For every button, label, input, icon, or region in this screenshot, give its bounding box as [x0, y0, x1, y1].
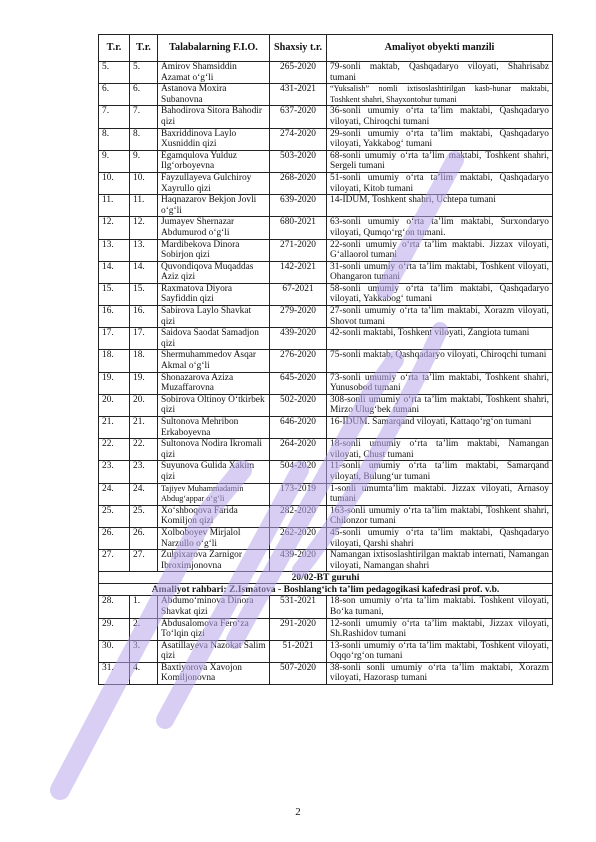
practice-address: 22-sonli umumiy o‘rta ta’lim maktabi. Jizzax viloyati, G‘allaorol tumani	[327, 239, 553, 261]
table-row	[99, 417, 553, 439]
practice-address: 58-sonli umumiy o‘rta ta’lim maktabi, Qashqadaryo viloyati, Yakkabog‘ tumani	[327, 283, 553, 305]
personal-id: 276-2020	[270, 350, 327, 372]
student-name: Haqnazarov Bekjon Jovli o‘g‘li	[158, 195, 270, 217]
personal-id: 431-2021	[270, 84, 327, 106]
practice-address: 73-sonli umumiy o‘rta ta’lim maktabi, Toshkent shahri, Yunusobod tumani	[327, 372, 553, 394]
row-number: 8.	[99, 128, 130, 150]
group-number: 10.	[130, 172, 158, 194]
table-row	[99, 62, 553, 84]
row-number: 15.	[99, 283, 130, 305]
personal-id: 503-2020	[270, 150, 327, 172]
table-row	[99, 239, 553, 261]
group-number: 22.	[130, 439, 158, 461]
practice-address: 1-sonli umumta’lim maktabi. Jizzax viloyati, Arnasoy tumani	[327, 483, 553, 505]
student-name: Jumayev Shernazar Abdumurod o‘g‘li	[158, 217, 270, 239]
personal-id: 504-2020	[270, 461, 327, 483]
group-number: 9.	[130, 150, 158, 172]
student-name: Shermuhammedov Asqar Akmal o‘g‘li	[158, 350, 270, 372]
row-number: 5.	[99, 62, 130, 84]
row-number: 28.	[99, 596, 130, 618]
student-name: Sultonova Mehribon Erkaboyevna	[158, 417, 270, 439]
personal-id: 680-2021	[270, 217, 327, 239]
students-table	[98, 34, 553, 685]
personal-id: 264-2020	[270, 439, 327, 461]
group-number: 24.	[130, 483, 158, 505]
personal-id: 646-2020	[270, 417, 327, 439]
group-number: 14.	[130, 261, 158, 283]
table-row	[99, 217, 553, 239]
row-number: 13.	[99, 239, 130, 261]
group-number: 16.	[130, 306, 158, 328]
personal-id: 507-2020	[270, 662, 327, 684]
group-number: 6.	[130, 84, 158, 106]
row-number: 16.	[99, 306, 130, 328]
header-student-name: Talabalarning F.I.O.	[158, 35, 270, 62]
student-name: Baxtiyorova Xavojon Komiljonovna	[158, 662, 270, 684]
group-number: 18.	[130, 350, 158, 372]
personal-id: 265-2020	[270, 62, 327, 84]
table-header-row	[99, 35, 553, 62]
student-name: Sobirova Oltinoy O‘tkirbek qizi	[158, 394, 270, 416]
group-number: 23.	[130, 461, 158, 483]
student-name: Astanova Moxira Subanovna	[158, 84, 270, 106]
table-row	[99, 328, 553, 350]
row-number: 12.	[99, 217, 130, 239]
table-row	[99, 550, 553, 572]
practice-address: 68-sonli umumiy o‘rta ta’lim maktabi, Toshkent shahri, Sergeli tumani	[327, 150, 553, 172]
practice-address: 31-sonli umumiy o‘rta ta’lim maktabi, Toshkent viloyati, Ohangaron tumani	[327, 261, 553, 283]
personal-id: 531-2021	[270, 596, 327, 618]
table-row	[99, 461, 553, 483]
practice-address: 308-sonli umumiy o‘rta ta’lim maktabi, Toshkent shahri, Mirzo Ulug‘bek tumani	[327, 394, 553, 416]
row-number: 23.	[99, 461, 130, 483]
table-row	[99, 261, 553, 283]
row-number: 30.	[99, 640, 130, 662]
practice-address: 16-IDUM. Samarqand viloyati, Kattaqo‘rg‘on tumani	[327, 417, 553, 439]
row-number: 7.	[99, 106, 130, 128]
row-number: 29.	[99, 618, 130, 640]
personal-id: 51-2021	[270, 640, 327, 662]
table-body-group2	[99, 596, 553, 685]
student-name: Quvondiqova Muqaddas Aziz qizi	[158, 261, 270, 283]
row-number: 25.	[99, 505, 130, 527]
group-number: 21.	[130, 417, 158, 439]
practice-address: 13-sonli umumiy o‘rta ta’lim maktabi, Toshkent viloyati, Oqqo‘rg‘on tumani	[327, 640, 553, 662]
row-number: 26.	[99, 527, 130, 549]
student-name: Saidova Saodat Samadjon qizi	[158, 328, 270, 350]
student-name: Zulpixarova Zarnigor Ibroximjonovna	[158, 550, 270, 572]
student-name: Xolboboyev Mirjalol Narzullo o‘g‘li	[158, 527, 270, 549]
personal-id: 67-2021	[270, 283, 327, 305]
row-number: 18.	[99, 350, 130, 372]
practice-address: 14-IDUM, Toshkent shahri, Uchtepa tumani	[327, 195, 553, 217]
group-number: 20.	[130, 394, 158, 416]
group-leader: Amaliyot rahbari: Z.Ismatova - Boshlang‘ich ta’lim pedagogikasi kafedrasi prof. v.b.	[99, 584, 553, 596]
practice-address: 11-sonli umumiy o‘rta ta’lim maktabi, Samarqand viloyati, Bulung‘ur tumani	[327, 461, 553, 483]
student-name: Fayzullayeva Gulchiroy Xayrullo qizi	[158, 172, 270, 194]
group-number: 11.	[130, 195, 158, 217]
personal-id: 291-2020	[270, 618, 327, 640]
student-name: Bahodirova Sitora Bahodir qizi	[158, 106, 270, 128]
group-number: 26.	[130, 527, 158, 549]
personal-id: 271-2020	[270, 239, 327, 261]
personal-id: 645-2020	[270, 372, 327, 394]
table-row	[99, 172, 553, 194]
student-name: Sabirova Laylo Shavkat qizi	[158, 306, 270, 328]
practice-address: 12-sonli umumiy o‘rta ta’lim maktabi, Jizzax viloyati, Sh.Rashidov tumani	[327, 618, 553, 640]
personal-id: 142-2021	[270, 261, 327, 283]
row-number: 6.	[99, 84, 130, 106]
group-leader-row	[99, 584, 553, 596]
personal-id: 639-2020	[270, 195, 327, 217]
table-row	[99, 394, 553, 416]
practice-address: 29-sonli umumiy o‘rta ta’lim maktabi, Qashqadaryo viloyati, Yakkabog‘ tumani	[327, 128, 553, 150]
group-title: 20/02-BT guruhi	[99, 572, 553, 584]
table-row	[99, 483, 553, 505]
group-title-row	[99, 572, 553, 584]
table-row	[99, 505, 553, 527]
practice-address: 18-son umumiy o‘rta ta’lim maktabi. Toshkent viloyati, Bo‘ka tumani,	[327, 596, 553, 618]
row-number: 9.	[99, 150, 130, 172]
practice-address: “Yuksalish” nomli ixtisoslashtirilgan kasb-hunar maktabi, Toshkent shahri, Shayxontohur tumani	[327, 84, 553, 106]
page-number: 2	[295, 806, 301, 818]
student-name: Abdusalomova Fero‘za To‘lqin qizi	[158, 618, 270, 640]
table-row	[99, 662, 553, 684]
personal-id: 637-2020	[270, 106, 327, 128]
practice-address: 75-sonli maktab, Qashqadaryo viloyati, Chiroqchi tumani	[327, 350, 553, 372]
practice-address: 18-sonli umumiy o‘rta ta’lim maktabi, Namangan viloyati, Chust tumani	[327, 439, 553, 461]
table-body	[99, 62, 553, 572]
student-name: Sultonova Nodira Ikromali qizi	[158, 439, 270, 461]
row-number: 20.	[99, 394, 130, 416]
group-number: 17.	[130, 328, 158, 350]
group-number: 25.	[130, 505, 158, 527]
header-tr-1: T.r.	[99, 35, 130, 62]
header-practice-address: Amaliyot obyekti manzili	[327, 35, 553, 62]
row-number: 24.	[99, 483, 130, 505]
student-name: Shonazarova Aziza Muzaffarovna	[158, 372, 270, 394]
group-number: 19.	[130, 372, 158, 394]
table-row	[99, 195, 553, 217]
group-number: 4.	[130, 662, 158, 684]
personal-id: 502-2020	[270, 394, 327, 416]
personal-id: 279-2020	[270, 306, 327, 328]
row-number: 19.	[99, 372, 130, 394]
table-row	[99, 527, 553, 549]
group-number: 27.	[130, 550, 158, 572]
table-row	[99, 283, 553, 305]
row-number: 17.	[99, 328, 130, 350]
group-number: 13.	[130, 239, 158, 261]
student-name: Tajiyev Muhammadamin Abdug‘appar o‘g‘li	[158, 483, 270, 505]
personal-id: 274-2020	[270, 128, 327, 150]
practice-address: 36-sonli umumiy o‘rta ta’lim maktabi, Qashqadaryo viloyati, Chiroqchi tumani	[327, 106, 553, 128]
group-header	[99, 572, 553, 596]
student-name: Abdumo‘minova Dinora Shavkat qizi	[158, 596, 270, 618]
personal-id: 439-2020	[270, 328, 327, 350]
personal-id: 439-2020	[270, 550, 327, 572]
personal-id: 268-2020	[270, 172, 327, 194]
group-number: 7.	[130, 106, 158, 128]
practice-address: 79-sonli maktab, Qashqadaryo viloyati, Shahrisabz tumani	[327, 62, 553, 84]
student-name: Baxriddinova Laylo Xusniddin qizi	[158, 128, 270, 150]
practice-address: 45-sonli umumiy o‘rta ta’lim maktabi, Qashqadaryo viloyati, Qarshi shahri	[327, 527, 553, 549]
personal-id: 173-2019	[270, 483, 327, 505]
table-row	[99, 106, 553, 128]
row-number: 31.	[99, 662, 130, 684]
practice-address: 163-sonli umumiy o‘rta ta’lim maktabi, Toshkent shahri, Chilonzor tumani	[327, 505, 553, 527]
table-row	[99, 596, 553, 618]
row-number: 21.	[99, 417, 130, 439]
practice-address: 42-sonli maktabi, Toshkent viloyati, Zangiota tumani	[327, 328, 553, 350]
table-row	[99, 372, 553, 394]
personal-id: 262-2020	[270, 527, 327, 549]
table-row	[99, 150, 553, 172]
student-name: Amirov Shamsiddin Azamat o‘g‘li	[158, 62, 270, 84]
practice-address: 51-sonli umumiy o‘rta ta’lim maktabi, Qashqadaryo viloyati, Kitob tumani	[327, 172, 553, 194]
table-row	[99, 640, 553, 662]
practice-address: 63-sonli umumiy o‘rta ta’lim maktabi, Surxondaryo viloyati, Qumqo‘rg‘on tumani.	[327, 217, 553, 239]
row-number: 11.	[99, 195, 130, 217]
row-number: 10.	[99, 172, 130, 194]
group-number: 1.	[130, 596, 158, 618]
student-name: Xo‘shboqova Farida Komiljon qizi	[158, 505, 270, 527]
practice-address: 38-sonli sonli umumiy o‘rta ta’lim maktabi, Xorazm viloyati, Hazorasp tumani	[327, 662, 553, 684]
table-row	[99, 618, 553, 640]
group-number: 5.	[130, 62, 158, 84]
header-personal-id: Shaxsiy t.r.	[270, 35, 327, 62]
group-number: 2.	[130, 618, 158, 640]
student-name: Raxmatova Diyora Sayfiddin qizi	[158, 283, 270, 305]
group-number: 3.	[130, 640, 158, 662]
group-number: 8.	[130, 128, 158, 150]
table-row	[99, 128, 553, 150]
personal-id: 282-2020	[270, 505, 327, 527]
student-name: Mardibekova Dinora Sobirjon qizi	[158, 239, 270, 261]
table-row	[99, 350, 553, 372]
group-number: 12.	[130, 217, 158, 239]
table-row	[99, 84, 553, 106]
group-number: 15.	[130, 283, 158, 305]
header-tr-2: T.r.	[130, 35, 158, 62]
practice-address: 27-sonli umumiy o‘rta ta’lim maktabi, Xorazm viloyati, Shovot tumani	[327, 306, 553, 328]
row-number: 14.	[99, 261, 130, 283]
row-number: 22.	[99, 439, 130, 461]
row-number: 27.	[99, 550, 130, 572]
practice-address: Namangan ixtisoslashtirilgan maktab internati, Namangan viloyati, Namangan shahri	[327, 550, 553, 572]
student-name: Egamqulova Yulduz Ilg‘orboyevna	[158, 150, 270, 172]
student-name: Suyunova Gulida Xakim qizi	[158, 461, 270, 483]
table-row	[99, 439, 553, 461]
student-name: Asatillayeva Nazokat Salim qizi	[158, 640, 270, 662]
table-row	[99, 306, 553, 328]
